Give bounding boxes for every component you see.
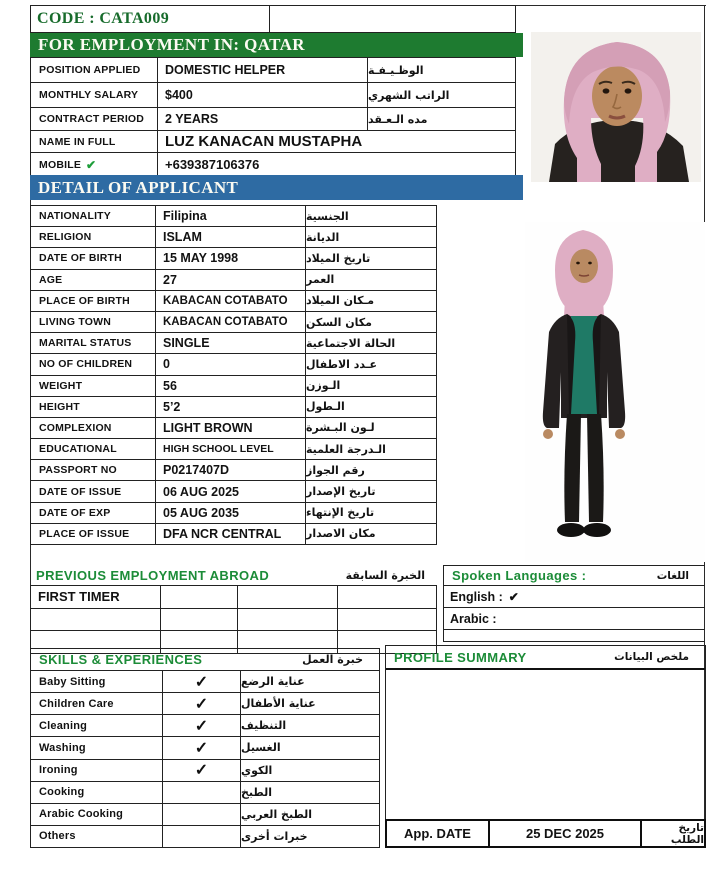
skill-check: ✓	[163, 760, 241, 781]
applicant-full-name: LUZ KANACAN MUSTAPHA	[165, 133, 363, 150]
table-row	[31, 83, 515, 108]
empty-cell	[161, 609, 238, 631]
field-label-arabic: مـكان الميلاد	[306, 294, 375, 308]
skill-check	[163, 804, 241, 825]
skill-label-arabic: الطبخ العربي	[241, 807, 313, 821]
field-value: 06 AUG 2025	[156, 481, 306, 501]
fullbody-illustration	[525, 222, 705, 562]
skill-label: Arabic Cooking	[31, 804, 163, 825]
table-row	[31, 108, 515, 131]
headshot-illustration	[531, 32, 701, 182]
profile-summary-title: PROFILE SUMMARY	[394, 649, 527, 665]
field-value: Filipina	[156, 206, 306, 226]
skills-header	[31, 649, 379, 671]
field-label-arabic: الـدرجة العلمية	[306, 442, 386, 456]
table-row	[31, 333, 436, 354]
table-row	[31, 397, 436, 418]
previous-employment-title-arabic: الخبرة السابقة	[345, 568, 425, 582]
skill-row	[31, 826, 379, 847]
skill-row	[31, 671, 379, 693]
table-row	[31, 248, 436, 269]
field-value: P0217407D	[156, 460, 306, 480]
field-label-arabic: الديانة	[306, 230, 340, 244]
previous-employment-entry: FIRST TIMER	[31, 586, 161, 608]
applicant-headshot-photo	[531, 32, 701, 182]
field-value: 05 AUG 2035	[156, 503, 306, 523]
skill-row	[31, 693, 379, 715]
mobile-row	[31, 153, 515, 176]
table-row	[31, 439, 436, 460]
field-label-arabic: العمر	[306, 273, 335, 287]
skill-label: Cleaning	[31, 715, 163, 736]
skill-row	[31, 804, 379, 826]
field-label: MARITAL STATUS	[31, 333, 156, 353]
spoken-languages-header	[444, 566, 705, 586]
skill-label-arabic: عناية الأطفال	[241, 697, 316, 711]
skill-label-arabic: عناية الرضع	[241, 675, 305, 689]
skill-label-arabic: الغسيل	[241, 741, 281, 755]
skill-label-arabic: الطبخ	[241, 785, 273, 799]
check-icon: ✔	[86, 157, 97, 172]
skill-label: Children Care	[31, 693, 163, 714]
app-date-table	[385, 819, 706, 848]
field-label-arabic: رقم الجواز	[306, 463, 365, 477]
field-value: ISLAM	[156, 227, 306, 247]
profile-summary-title-arabic: ملخص البيانات	[614, 651, 689, 663]
profile-summary-header	[386, 646, 705, 670]
language-row	[444, 586, 705, 608]
code-empty-cell	[270, 6, 515, 32]
table-row	[31, 354, 436, 375]
previous-employment-table	[30, 585, 437, 654]
field-label: LIVING TOWN	[31, 312, 156, 332]
field-label-arabic: تاريخ الإصدار	[306, 485, 376, 499]
field-label: CONTRACT PERIOD	[31, 108, 158, 130]
code-row	[30, 5, 516, 33]
field-label-arabic: الراتب الشهري	[368, 88, 450, 102]
table-row	[31, 291, 436, 312]
skill-check	[163, 782, 241, 803]
spoken-languages-title: Spoken Languages :	[452, 568, 587, 583]
previous-employment-header	[32, 565, 437, 585]
field-label-arabic: تاريخ الميلاد	[306, 251, 371, 265]
skill-check	[163, 826, 241, 847]
field-label: DATE OF BIRTH	[31, 248, 156, 268]
field-value: $400	[158, 83, 368, 107]
name-row	[31, 131, 515, 153]
empty-cell	[238, 609, 338, 631]
field-label: EDUCATIONAL	[31, 439, 156, 459]
field-label-arabic: لـون البـشرة	[306, 421, 375, 435]
field-value: DFA NCR CENTRAL	[156, 524, 306, 544]
table-row	[31, 312, 436, 333]
field-label: PLACE OF BIRTH	[31, 291, 156, 311]
skill-row	[31, 782, 379, 804]
top-table	[30, 57, 516, 177]
table-row	[31, 460, 436, 481]
table-row	[31, 586, 436, 609]
detail-banner: DETAIL OF APPLICANT	[30, 175, 523, 200]
field-value: HIGH SCHOOL LEVEL	[156, 439, 306, 459]
skills-title: SKILLS & EXPERIENCES	[39, 652, 203, 667]
detail-table	[30, 205, 437, 545]
field-label-arabic: تاريخ الإنتهاء	[306, 506, 375, 520]
code-label: CODE : CATA009	[31, 6, 270, 32]
field-label-arabic: الوظـيـفـة	[368, 63, 424, 77]
language-label: English :	[450, 589, 503, 604]
field-label: PASSPORT NO	[31, 460, 156, 480]
field-label: DATE OF ISSUE	[31, 481, 156, 501]
language-row	[444, 608, 705, 630]
empty-cell	[338, 609, 436, 631]
field-label: AGE	[31, 270, 156, 290]
table-row	[31, 58, 515, 83]
field-label-arabic: عـدد الاطفال	[306, 357, 378, 371]
applicant-fullbody-photo	[525, 222, 705, 562]
skill-row	[31, 760, 379, 782]
language-label: Arabic :	[450, 611, 497, 626]
table-row	[31, 503, 436, 524]
field-label-arabic: مكان السكن	[306, 315, 372, 329]
field-value: 2 YEARS	[158, 108, 368, 130]
table-row	[31, 609, 436, 632]
field-label-arabic: مده الـعـقد	[368, 112, 428, 126]
field-label-arabic: الجنسية	[306, 209, 349, 223]
field-value: 56	[156, 376, 306, 396]
spoken-languages-box	[443, 565, 705, 642]
empty-cell	[238, 586, 338, 608]
skill-label-arabic: التنظيف	[241, 719, 287, 733]
table-row	[31, 524, 436, 544]
field-label-arabic: الحالة الاجتماعية	[306, 336, 396, 350]
empty-cell	[338, 586, 436, 608]
check-icon: ✔	[508, 589, 519, 604]
app-date-label-arabic: تاريخ الطلب	[670, 821, 704, 846]
field-value: DOMESTIC HELPER	[158, 58, 368, 82]
mobile-label: MOBILE	[39, 158, 82, 171]
skill-label: Baby Sitting	[31, 671, 163, 692]
employment-banner: FOR EMPLOYMENT IN: QATAR	[30, 33, 523, 57]
empty-cell	[444, 630, 705, 642]
field-label: MONTHLY SALARY	[31, 83, 158, 107]
skill-label: Cooking	[31, 782, 163, 803]
field-value: KABACAN COTABATO	[156, 291, 306, 311]
field-label: DATE OF EXP	[31, 503, 156, 523]
field-value: 15 MAY 1998	[156, 248, 306, 268]
field-value: 0	[156, 354, 306, 374]
empty-cell	[161, 586, 238, 608]
table-row	[31, 481, 436, 502]
field-label: PLACE OF ISSUE	[31, 524, 156, 544]
mobile-number: +639387106376	[165, 157, 260, 172]
skills-table	[30, 648, 380, 848]
skill-label-arabic: خبرات أخرى	[241, 829, 308, 843]
table-row	[31, 227, 436, 248]
field-label-arabic: مكان الاصدار	[306, 527, 376, 541]
skill-row	[31, 737, 379, 759]
empty-cell	[31, 609, 161, 631]
app-date-label: App. DATE	[387, 821, 490, 846]
profile-summary-box	[385, 645, 706, 848]
table-row	[31, 418, 436, 439]
field-value: 27	[156, 270, 306, 290]
field-label: NAME IN FULL	[31, 131, 158, 152]
skill-check: ✓	[163, 715, 241, 736]
table-row	[31, 270, 436, 291]
field-label: NO OF CHILDREN	[31, 354, 156, 374]
skills-title-arabic: خبرة العمل	[302, 653, 363, 666]
skill-label: Others	[31, 826, 163, 847]
skill-check: ✓	[163, 693, 241, 714]
skill-row	[31, 715, 379, 737]
spoken-languages-title-arabic: اللغات	[656, 569, 689, 582]
field-label: NATIONALITY	[31, 206, 156, 226]
table-row	[31, 376, 436, 397]
skill-check: ✓	[163, 671, 241, 692]
skill-label: Ironing	[31, 760, 163, 781]
field-value: KABACAN COTABATO	[156, 312, 306, 332]
field-value: 5’2	[156, 397, 306, 417]
table-row	[31, 206, 436, 227]
field-value: SINGLE	[156, 333, 306, 353]
field-label: WEIGHT	[31, 376, 156, 396]
skill-check: ✓	[163, 737, 241, 758]
previous-employment-title: PREVIOUS EMPLOYMENT ABROAD	[36, 567, 270, 583]
field-label: POSITION APPLIED	[31, 58, 158, 82]
field-label: COMPLEXION	[31, 418, 156, 438]
field-value: LIGHT BROWN	[156, 418, 306, 438]
skill-label: Washing	[31, 737, 163, 758]
app-date-value: 25 DEC 2025	[490, 821, 642, 846]
field-label: RELIGION	[31, 227, 156, 247]
field-label	[31, 153, 158, 176]
field-label: HEIGHT	[31, 397, 156, 417]
skill-label-arabic: الكوي	[241, 763, 273, 777]
field-label-arabic: الـوزن	[306, 379, 341, 393]
field-label-arabic: الـطول	[306, 400, 345, 414]
